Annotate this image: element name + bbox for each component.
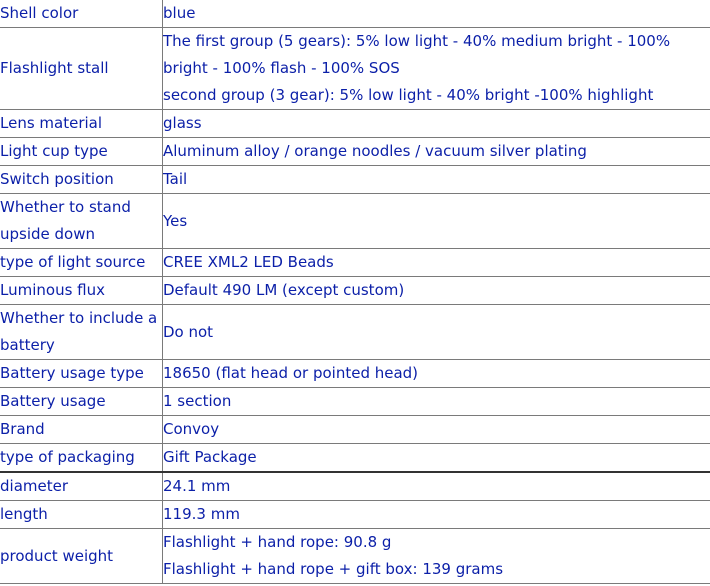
value-include-battery: Do not (163, 305, 710, 360)
row-battery-usage (0, 388, 710, 416)
row-flashlight-stall (0, 28, 710, 110)
label-battery-usage-type: Battery usage type (0, 360, 163, 388)
value-light-source: CREE XML2 LED Beads (163, 249, 710, 277)
row-diameter (0, 472, 710, 501)
label-brand: Brand (0, 416, 163, 444)
row-light-cup-type (0, 138, 710, 166)
row-stand-upside-down (0, 194, 710, 249)
value-luminous-flux: Default 490 LM (except custom) (163, 277, 710, 305)
value-packaging: Gift Package (163, 444, 710, 473)
row-product-weight (0, 529, 710, 584)
value-stand-upside-down: Yes (163, 194, 710, 249)
row-shell-color (0, 0, 710, 28)
row-switch-position (0, 166, 710, 194)
value-battery-usage: 1 section (163, 388, 710, 416)
label-packaging: type of packaging (0, 444, 163, 473)
row-brand (0, 416, 710, 444)
label-light-cup-type: Light cup type (0, 138, 163, 166)
row-packaging (0, 444, 710, 473)
row-luminous-flux (0, 277, 710, 305)
value-battery-usage-type: 18650 (flat head or pointed head) (163, 360, 710, 388)
value-light-cup-type: Aluminum alloy / orange noodles / vacuum silver plating (163, 138, 710, 166)
value-diameter: 24.1 mm (163, 472, 710, 501)
value-shell-color: blue (163, 0, 710, 28)
value-lens-material: glass (163, 110, 710, 138)
label-lens-material: Lens material (0, 110, 163, 138)
value-switch-position: Tail (163, 166, 710, 194)
row-light-source (0, 249, 710, 277)
label-battery-usage: Battery usage (0, 388, 163, 416)
value-length: 119.3 mm (163, 501, 710, 529)
row-length (0, 501, 710, 529)
label-luminous-flux: Luminous flux (0, 277, 163, 305)
label-shell-color: Shell color (0, 0, 163, 28)
label-diameter: diameter (0, 472, 163, 501)
label-length: length (0, 501, 163, 529)
row-battery-usage-type (0, 360, 710, 388)
label-include-battery: Whether to include a battery (0, 305, 163, 360)
label-flashlight-stall: Flashlight stall (0, 28, 163, 110)
value-product-weight: Flashlight + hand rope: 90.8 g Flashlight + hand rope + gift box: 139 grams (163, 529, 710, 584)
label-light-source: type of light source (0, 249, 163, 277)
value-flashlight-stall: The first group (5 gears): 5% low light - 40% medium bright - 100% bright - 100% flash - 100% SOS second group (3 gear): 5% low light - 40% bright -100% highlight (163, 28, 710, 110)
label-stand-upside-down: Whether to stand upside down (0, 194, 163, 249)
label-switch-position: Switch position (0, 166, 163, 194)
label-product-weight: product weight (0, 529, 163, 584)
row-include-battery (0, 305, 710, 360)
row-lens-material (0, 110, 710, 138)
value-brand: Convoy (163, 416, 710, 444)
